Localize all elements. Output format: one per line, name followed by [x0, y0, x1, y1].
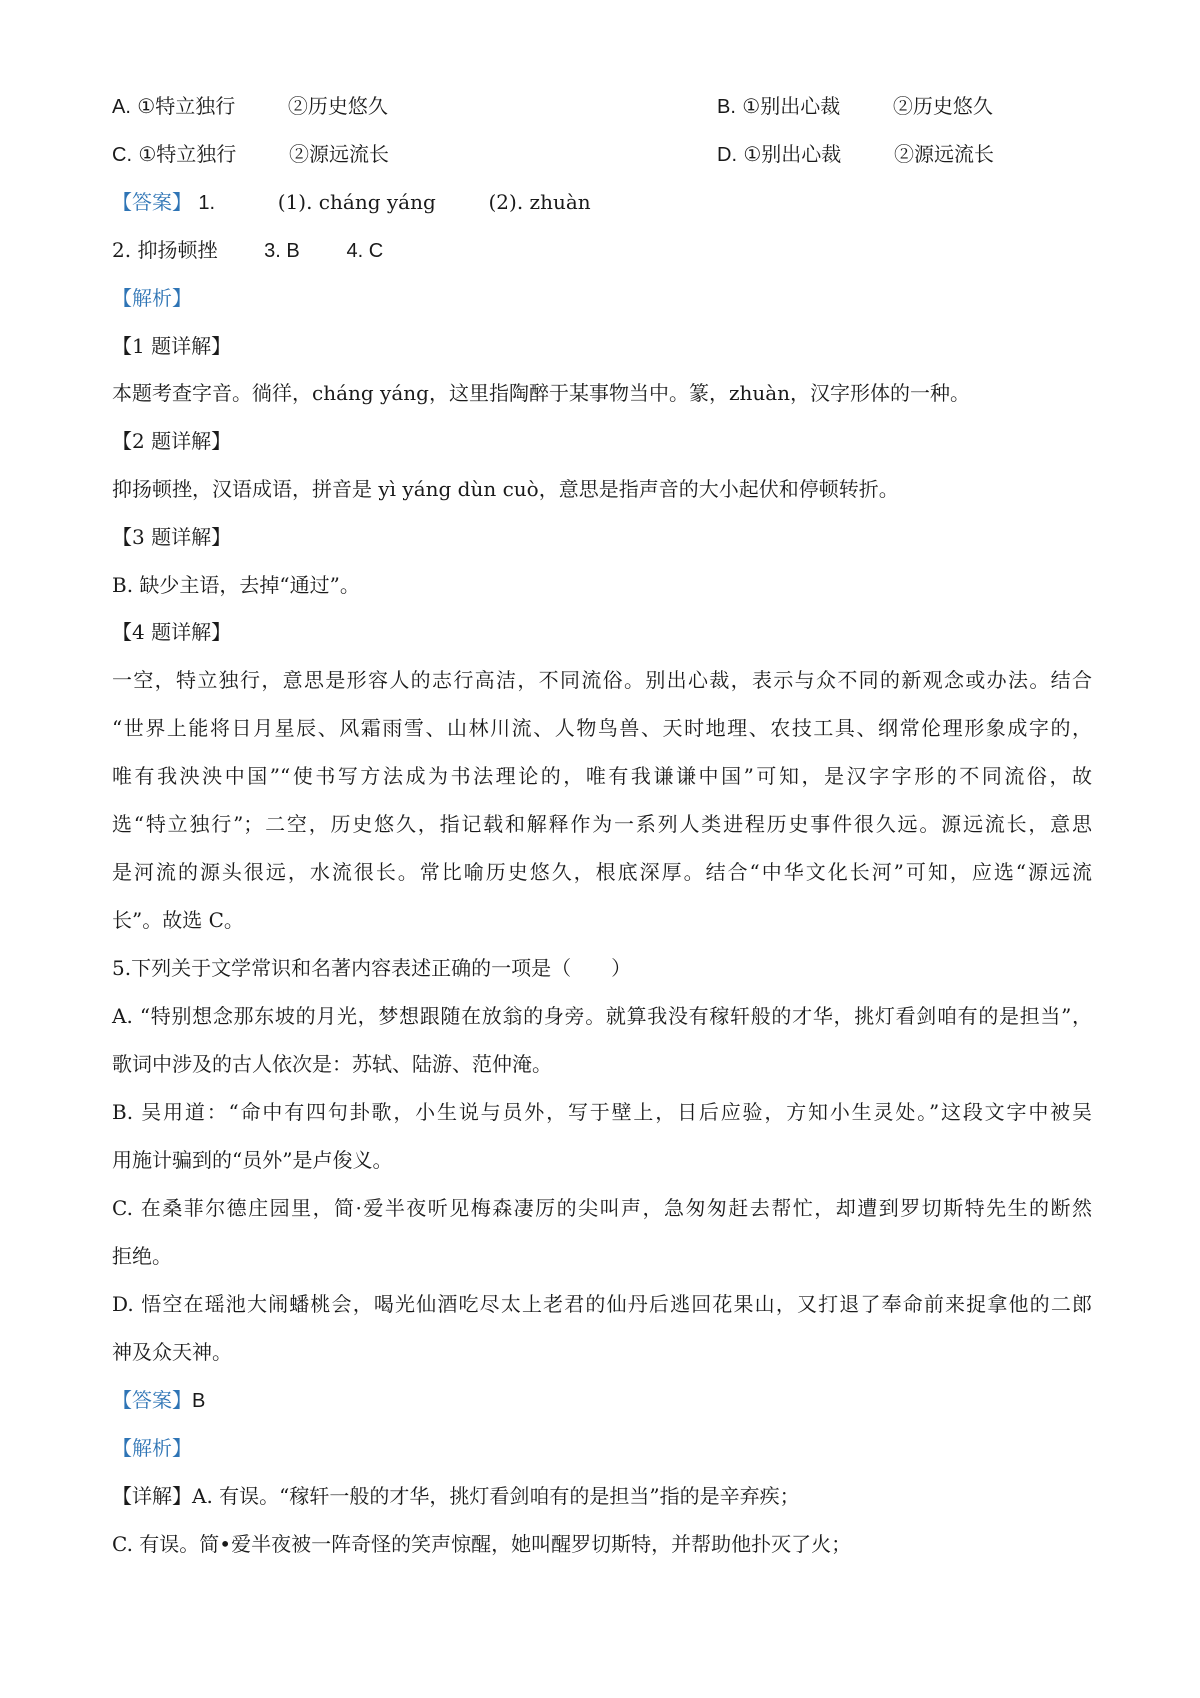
option-d-first: ①别出心裁	[743, 142, 842, 166]
detail-2-heading: 【2 题详解】	[112, 429, 232, 453]
question-5-option-d: D. 悟空在瑶池大闹蟠桃会，喝光仙酒吃尽太上老君的仙丹后逃回花果山，又打退了奉命前来捉拿他的二郎	[112, 1292, 1092, 1316]
option-c-first: ①特立独行	[138, 142, 237, 166]
answer-row-1	[112, 190, 1092, 215]
question-5-option-a: A. “特别想念那东坡的月光，梦想跟随在放翁的身旁。就算我没有稼轩般的才华，挑灯看剑咱有的是担当”，	[112, 1004, 1092, 1028]
option-c-second: ②源远流长	[289, 142, 390, 166]
answer-row-2	[112, 238, 1092, 263]
option-row-cd	[112, 142, 1092, 167]
option-a-second: ②历史悠久	[287, 94, 388, 118]
detail-4-line: 长”。故选 C。	[112, 908, 244, 932]
option-b-second: ②历史悠久	[892, 94, 993, 118]
question-5-option-d: 神及众天神。	[112, 1340, 232, 1364]
answer-row-q5	[112, 1388, 1092, 1413]
answer-label: 【答案】	[112, 1388, 192, 1412]
detail-4-line: 唯有我泱泱中国”“使书写方法成为书法理论的，唯有我谦谦中国”可知，是汉字字形的不同流俗，故	[112, 764, 1092, 788]
detail-4-line: “世界上能将日月星辰、风霜雨雪、山林川流、人物鸟兽、天时地理、农技工具、纲常伦理形象成字的，	[112, 716, 1092, 740]
answer-q1-part2: (2). zhuàn	[488, 190, 591, 214]
analysis-label-1: 【解析】	[112, 286, 192, 310]
analysis-label-2: 【解析】	[112, 1436, 192, 1460]
detail-3-heading: 【3 题详解】	[112, 525, 232, 549]
detail-5-line: 【详解】A. 有误。“稼轩一般的才华，挑灯看剑咱有的是担当”指的是辛弃疾；	[112, 1484, 800, 1508]
detail-3-text: B. 缺少主语，去掉“通过”。	[112, 573, 360, 597]
option-a-letter: A.	[112, 96, 131, 118]
option-b-letter: B.	[717, 96, 736, 118]
detail-5-line: C. 有误。简•爱半夜被一阵奇怪的笑声惊醒，她叫醒罗切斯特，并帮助他扑灭了火；	[112, 1532, 852, 1556]
detail-4-line: 是河流的源头很远，水流很长。常比喻历史悠久，根底深厚。结合“中华文化长河”可知，应选“源远流	[112, 860, 1092, 884]
option-b-first: ①别出心裁	[742, 94, 841, 118]
question-5-option-b: B. 吴用道：“命中有四句卦歌，小生说与员外，写于壁上，日后应验，方知小生灵处。”这段文字中被吴	[112, 1100, 1092, 1124]
question-5-option-b: 用施计骗到的“员外”是卢俊义。	[112, 1148, 393, 1172]
detail-4-line: 选“特立独行”；二空，历史悠久，指记载和解释作为一系列人类进程历史事件很久远。源远流长，意思	[112, 812, 1092, 836]
option-row-ab	[112, 94, 1092, 119]
detail-4-line: 一空，特立独行，意思是形容人的志行高洁，不同流俗。别出心裁，表示与众不同的新观念或办法。结合	[112, 668, 1092, 692]
option-c-letter: C.	[112, 144, 132, 166]
detail-4-heading: 【4 题详解】	[112, 620, 232, 644]
answer-label: 【答案】	[112, 190, 192, 214]
answer-q4: 4. C	[346, 240, 384, 262]
question-5-option-a: 歌词中涉及的古人依次是：苏轼、陆游、范仲淹。	[112, 1052, 552, 1076]
answer-q5-value: B	[192, 1390, 206, 1412]
detail-1-heading: 【1 题详解】	[112, 334, 232, 358]
answer-q1-part1: (1). cháng yáng	[277, 190, 436, 214]
detail-2-text: 抑扬顿挫，汉语成语，拼音是 yì yáng dùn cuò，意思是指声音的大小起伏和停顿转折。	[112, 477, 899, 501]
question-5-stem: 5.下列关于文学常识和名著内容表述正确的一项是（ ）	[112, 956, 632, 980]
option-d-second: ②源远流长	[894, 142, 995, 166]
option-d-letter: D.	[717, 144, 737, 166]
answer-q1-number: 1.	[198, 192, 216, 214]
answer-q2: 2. 抑扬顿挫	[112, 238, 218, 262]
detail-1-text: 本题考查字音。徜徉，cháng yáng，这里指陶醉于某事物当中。篆，zhuàn，汉字形体的一种。	[112, 381, 971, 405]
answer-q3: 3. B	[264, 240, 300, 262]
question-5-option-c: 拒绝。	[112, 1244, 172, 1268]
option-a-first: ①特立独行	[137, 94, 236, 118]
question-5-option-c: C. 在桑菲尔德庄园里，简·爱半夜听见梅森凄厉的尖叫声，急匆匆赶去帮忙，却遭到罗切斯特先生的断然	[112, 1196, 1092, 1220]
